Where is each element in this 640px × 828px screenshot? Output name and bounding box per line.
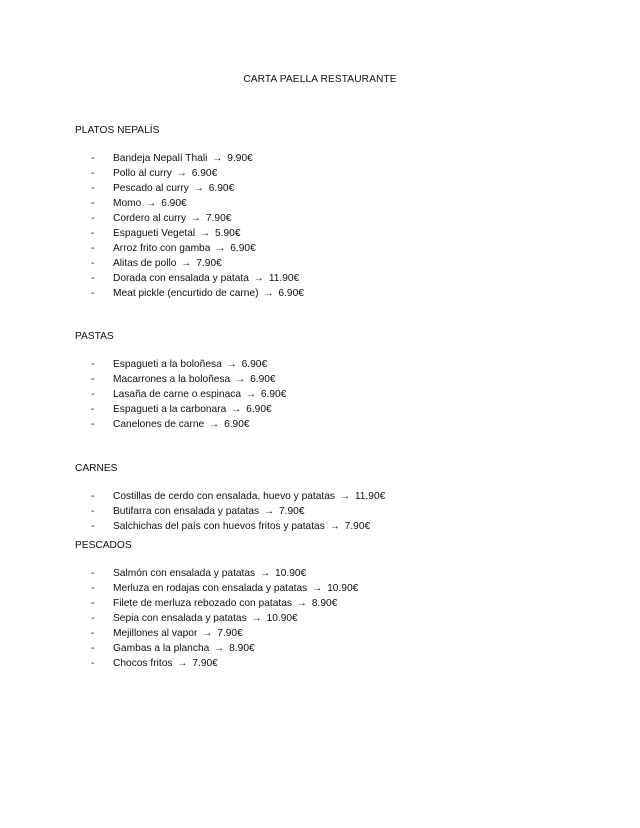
bullet-dash: - (91, 598, 95, 609)
bullet-dash: - (91, 389, 95, 400)
menu-item-name: Salmón con ensalada y patatas (113, 568, 256, 579)
menu-item (75, 151, 615, 166)
bullet-dash: - (91, 153, 95, 164)
menu-item (75, 357, 615, 372)
menu-item-price: 7.90€ (279, 506, 305, 517)
menu-item-name: Mejillones al vapor (113, 628, 198, 639)
arrow-right-icon: → (190, 213, 202, 224)
bullet-dash: - (91, 228, 95, 239)
menu-item-price: 6.90€ (230, 243, 256, 254)
menu-item (75, 196, 615, 211)
menu-item (75, 566, 615, 581)
arrow-right-icon: → (209, 419, 220, 430)
bullet-dash: - (91, 243, 95, 254)
bullet-dash: - (91, 374, 95, 385)
bullet-dash: - (91, 658, 95, 669)
menu-item (75, 387, 615, 402)
arrow-right-icon: → (235, 374, 246, 385)
menu-item (75, 504, 615, 519)
arrow-right-icon: → (296, 598, 307, 609)
menu-item-list (75, 489, 615, 534)
menu-item-price: 6.90€ (246, 404, 272, 415)
arrow-right-icon: → (231, 404, 242, 415)
arrow-right-icon: → (146, 198, 157, 209)
menu-item-name: Chocos fritos (113, 658, 173, 669)
menu-item (75, 641, 615, 656)
menu-item-price: 6.90€ (241, 359, 268, 370)
bullet-dash: - (91, 419, 95, 430)
menu-item-list (75, 566, 615, 671)
menu-item-name: Sepia con ensalada y patatas (113, 613, 247, 624)
bullet-dash: - (91, 273, 95, 284)
menu-item-name: Merluza en rodajas con ensalada y patatas (113, 583, 308, 594)
section-carnes (75, 461, 615, 534)
arrow-right-icon: → (329, 521, 340, 532)
menu-item-name: Salchichas del país con huevos fritos y patatas (113, 521, 325, 532)
menu-item-price: 6.90€ (250, 374, 276, 385)
arrow-right-icon: → (193, 183, 204, 194)
menu-item-name: Bandeja Nepalí Thali (113, 153, 208, 164)
section-heading: CARNES (75, 463, 118, 474)
menu-item-name: Cordero al curry (113, 213, 187, 224)
menu-item-name: Lasaña de carne o espinaca (113, 389, 242, 400)
menu-item-name: Espagueti a la carbonara (113, 404, 227, 415)
menu-item-price: 6.90€ (260, 389, 287, 400)
menu-item-name: Costillas de cerdo con ensalada, huevo y patatas (113, 491, 336, 502)
arrow-right-icon: → (181, 258, 192, 269)
menu-item-price: 8.90€ (311, 598, 338, 609)
menu-item-price: 7.90€ (205, 213, 232, 224)
arrow-right-icon: → (212, 153, 223, 164)
arrow-right-icon: → (263, 288, 274, 299)
section-heading: PASTAS (75, 331, 114, 342)
arrow-right-icon: → (251, 613, 262, 624)
bullet-dash: - (91, 628, 95, 639)
menu-item (75, 656, 615, 671)
menu-item-price: 6.90€ (278, 288, 304, 299)
bullet-dash: - (91, 506, 95, 517)
menu-item-name: Momo (113, 198, 142, 209)
bullet-dash: - (91, 491, 95, 502)
arrow-right-icon: → (215, 243, 226, 254)
bullet-dash: - (91, 183, 95, 194)
menu-item-price: 6.90€ (191, 168, 218, 179)
menu-item (75, 581, 615, 596)
arrow-right-icon: → (202, 628, 213, 639)
menu-item-name: Gambas a la plancha (113, 643, 210, 654)
menu-item-price: 10.90€ (327, 583, 359, 594)
menu-item-name: Pollo al curry (113, 168, 172, 179)
arrow-right-icon: → (339, 491, 351, 502)
menu-item-price: 10.90€ (275, 568, 307, 579)
menu-item (75, 286, 615, 301)
bullet-dash: - (91, 168, 95, 179)
menu-item-name: Espagueti a la boloñesa (113, 359, 222, 370)
section-pastas (75, 329, 615, 432)
arrow-right-icon: → (245, 389, 257, 400)
menu-item (75, 226, 615, 241)
menu-item (75, 372, 615, 387)
bullet-dash: - (91, 258, 95, 269)
bullet-dash: - (91, 613, 95, 624)
menu-item (75, 611, 615, 626)
arrow-right-icon: → (260, 568, 271, 579)
bullet-dash: - (91, 359, 95, 370)
menu-item (75, 241, 615, 256)
section-heading: PESCADOS (75, 540, 132, 551)
arrow-right-icon: → (226, 359, 237, 370)
menu-item (75, 596, 615, 611)
arrow-right-icon: → (253, 273, 264, 284)
menu-item-name: Arroz frito con gamba (113, 243, 211, 254)
menu-item-price: 11.90€ (354, 491, 386, 502)
arrow-right-icon: → (263, 506, 275, 517)
bullet-dash: - (91, 568, 95, 579)
arrow-right-icon: → (199, 228, 211, 239)
menu-item-name: Macarrones a la boloñesa (113, 374, 231, 385)
menu-item-name: Espagueti Vegetal (113, 228, 196, 239)
section-pescados (75, 538, 615, 671)
bullet-dash: - (91, 404, 95, 415)
bullet-dash: - (91, 521, 95, 532)
menu-item (75, 626, 615, 641)
menu-item (75, 256, 615, 271)
menu-item-price: 6.90€ (224, 419, 250, 430)
menu-item-list (75, 357, 615, 432)
bullet-dash: - (91, 288, 95, 299)
menu-item (75, 519, 615, 534)
arrow-right-icon: → (176, 168, 187, 179)
arrow-right-icon: → (177, 658, 188, 669)
menu-item-price: 6.90€ (161, 198, 187, 209)
menu-item (75, 181, 615, 196)
arrow-right-icon: → (214, 643, 225, 654)
menu-item (75, 211, 615, 226)
bullet-dash: - (91, 198, 95, 209)
menu-item-price: 7.90€ (344, 521, 371, 532)
menu-item-name: Filete de merluza rebozado con patatas (113, 598, 292, 609)
menu-item-name: Meat pickle (encurtido de carne) (113, 288, 259, 299)
menu-item (75, 417, 615, 432)
menu-item-name: Pescado al curry (113, 183, 189, 194)
arrow-right-icon: → (312, 583, 323, 594)
menu-item-price: 8.90€ (229, 643, 255, 654)
menu-item-name: Alitas de pollo (113, 258, 177, 269)
menu-item-price: 7.90€ (196, 258, 222, 269)
menu-item (75, 489, 615, 504)
menu-item-name: Canelones de carne (113, 419, 205, 430)
menu-item-price: 7.90€ (217, 628, 243, 639)
bullet-dash: - (91, 583, 95, 594)
menu-item-name: Dorada con ensalada y patata (113, 273, 249, 284)
menu-item-price: 11.90€ (268, 273, 300, 284)
bullet-dash: - (91, 643, 95, 654)
page-title: CARTA PAELLA RESTAURANTE (243, 74, 397, 85)
menu-item (75, 271, 615, 286)
menu-item-price: 9.90€ (227, 153, 253, 164)
menu-item-price: 10.90€ (266, 613, 298, 624)
bullet-dash: - (91, 213, 95, 224)
menu-item (75, 402, 615, 417)
menu-item-price: 7.90€ (192, 658, 218, 669)
menu-item-price: 6.90€ (208, 183, 235, 194)
menu-item-list (75, 151, 615, 301)
section-platos-nepalis (75, 123, 615, 301)
menu-item-name: Butifarra con ensalada y patatas (113, 506, 260, 517)
menu-item-price: 5.90€ (215, 228, 241, 239)
menu-item (75, 166, 615, 181)
section-heading: PLATOS NEPALÍS (75, 125, 160, 136)
